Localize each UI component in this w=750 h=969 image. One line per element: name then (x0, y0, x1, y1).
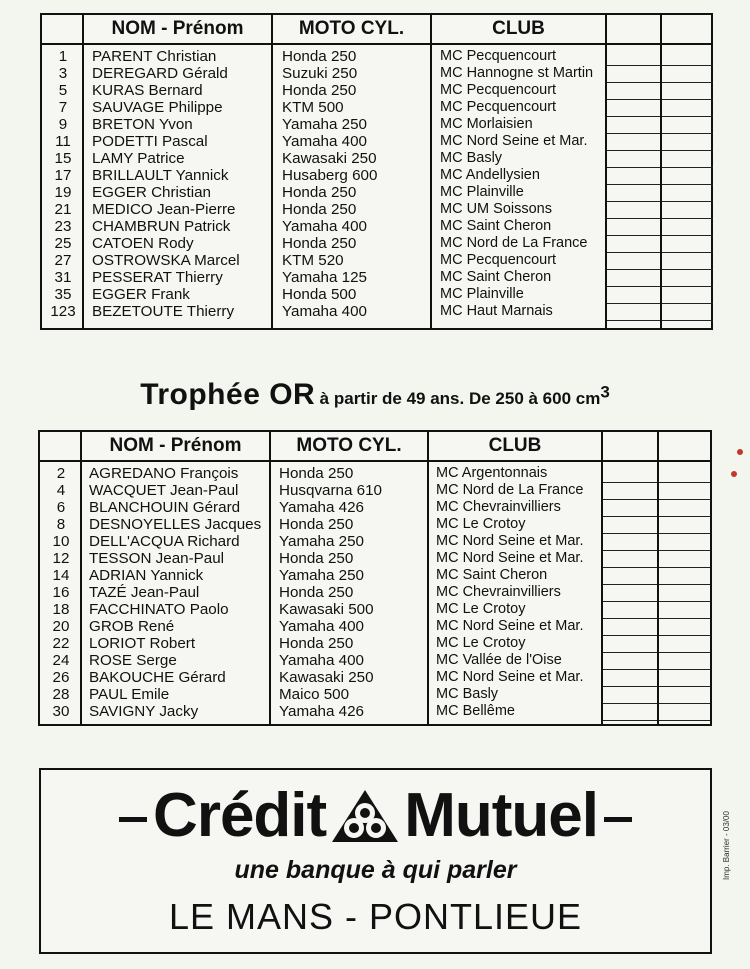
result-box (662, 83, 713, 100)
motorcycle: KTM 520 (282, 252, 344, 269)
result-box (662, 270, 713, 287)
result-box (662, 49, 713, 66)
printer-note: Imp. Barrier - 03/00 (722, 811, 731, 880)
motorcycle: Suzuki 250 (282, 65, 358, 82)
result-box (603, 704, 657, 721)
result-box (603, 636, 657, 653)
row-number: 7 (58, 99, 68, 116)
rider-name: TESSON Jean-Paul (89, 550, 225, 567)
result-box (662, 66, 713, 83)
row-number: 12 (52, 550, 70, 567)
result-box (603, 602, 657, 619)
result-box (662, 168, 713, 185)
result-box (603, 568, 657, 585)
club-name: MC Nord Seine et Mar. (436, 550, 584, 566)
club-name: MC Pecquencourt (440, 82, 557, 98)
trophy-subtitle: à partir de 49 ans. De 250 à 600 cm (319, 389, 601, 408)
result-box (603, 517, 657, 534)
result-box (607, 270, 660, 287)
club-name: MC Le Crotoy (436, 601, 526, 617)
result-box (607, 83, 660, 100)
header-moto: MOTO CYL. (298, 18, 405, 39)
club-name: MC Argentonnais (436, 465, 548, 481)
motorcycle: Honda 250 (282, 235, 357, 252)
rider-name: AGREDANO François (89, 465, 239, 482)
logo-dash-right (604, 817, 632, 822)
club-name: MC Nord Seine et Mar. (436, 669, 584, 685)
result-box (662, 134, 713, 151)
rider-name: EGGER Frank (92, 286, 190, 303)
rider-name: BLANCHOUIN Gérard (89, 499, 241, 516)
row-number: 17 (54, 167, 72, 184)
result-box (662, 185, 713, 202)
result-box (607, 66, 660, 83)
result-box (659, 585, 710, 602)
header-moto: MOTO CYL. (296, 435, 402, 456)
rider-name: TAZÉ Jean-Paul (89, 584, 200, 601)
club-name: MC Vallée de l'Oise (436, 652, 562, 668)
row-number: 27 (54, 252, 72, 269)
location: LE MANS - PONTLIEUE (168, 896, 583, 937)
result-box (662, 151, 713, 168)
result-box (607, 185, 660, 202)
row-number: 23 (54, 218, 72, 235)
motorcycle: Yamaha 400 (282, 303, 367, 320)
rider-name: LAMY Patrice (92, 150, 185, 167)
row-number: 4 (56, 482, 66, 499)
result-box (659, 551, 710, 568)
trophy-heading (0, 378, 750, 412)
result-box (607, 219, 660, 236)
result-box (607, 253, 660, 270)
rider-name: ADRIAN Yannick (89, 567, 204, 584)
club-name: MC Pecquencourt (440, 252, 557, 268)
result-box (603, 670, 657, 687)
result-box (662, 219, 713, 236)
club-name: MC Le Crotoy (436, 516, 526, 532)
rider-name: ROSE Serge (89, 652, 177, 669)
result-box (659, 517, 710, 534)
brand-logo (41, 780, 710, 851)
result-box (662, 100, 713, 117)
row-number: 11 (55, 133, 71, 150)
result-box (659, 568, 710, 585)
header-nom: NOM - Prénom (109, 435, 242, 456)
row-number: 5 (58, 82, 68, 99)
logo-dash-left (119, 817, 147, 822)
rider-name: DESNOYELLES Jacques (89, 516, 262, 533)
club-name: MC Haut Marnais (440, 303, 553, 319)
row-number: 123 (50, 303, 76, 320)
club-name: MC Pecquencourt (440, 99, 557, 115)
table-1 (40, 13, 713, 330)
rider-name: PAUL Emile (89, 686, 170, 703)
result-box (607, 304, 660, 321)
row-number: 1 (58, 48, 68, 65)
club-name: MC Basly (436, 686, 499, 702)
row-number: 15 (54, 150, 72, 167)
row-number: 19 (54, 184, 72, 201)
result-box (659, 534, 710, 551)
result-box (659, 670, 710, 687)
rider-name: BRILLAULT Yannick (92, 167, 229, 184)
result-box (607, 49, 660, 66)
club-name: MC Nord Seine et Mar. (440, 133, 588, 149)
trophy-unit-superscript: 3 (600, 382, 610, 402)
club-name: MC Le Crotoy (436, 635, 526, 651)
credit-mutuel-advert (39, 768, 712, 954)
table-2 (38, 430, 712, 726)
rider-name: MEDICO Jean-Pierre (92, 201, 236, 218)
moto-column (279, 465, 382, 720)
result-box (662, 117, 713, 134)
brand-left: Crédit (153, 781, 327, 850)
result-box (603, 619, 657, 636)
row-number: 3 (58, 65, 68, 82)
motorcycle: Honda 250 (282, 201, 357, 218)
result-box (659, 483, 710, 500)
club-name: MC Saint Cheron (440, 269, 552, 285)
club-column (440, 48, 593, 320)
motorcycle: Honda 250 (279, 516, 354, 533)
result-box (659, 500, 710, 517)
trophy-title: Trophée OR (140, 378, 316, 411)
motorcycle: Kawasaki 500 (279, 601, 374, 618)
credit-mutuel-logo-icon (330, 788, 400, 844)
result-box (607, 117, 660, 134)
rider-name: PESSERAT Thierry (92, 269, 223, 286)
name-column (89, 465, 261, 720)
result-box (607, 168, 660, 185)
rider-name: SAVIGNY Jacky (89, 703, 199, 720)
motorcycle: Honda 250 (279, 584, 354, 601)
motorcycle: Kawasaki 250 (279, 669, 374, 686)
row-number: 16 (52, 584, 70, 601)
moto-column (282, 48, 377, 320)
club-name: MC Pecquencourt (440, 48, 557, 64)
result-box (662, 287, 713, 304)
motorcycle: KTM 500 (282, 99, 344, 116)
rider-name: BRETON Yvon (92, 116, 193, 133)
rider-name: FACCHINATO Paolo (89, 601, 229, 618)
rider-name: KURAS Bernard (92, 82, 203, 99)
motorcycle: Yamaha 400 (279, 618, 364, 635)
name-column (92, 48, 240, 320)
motorcycle: Yamaha 426 (279, 703, 364, 720)
motorcycle: Yamaha 250 (279, 533, 364, 550)
result-box (603, 653, 657, 670)
row-number: 35 (54, 286, 72, 303)
result-box (662, 253, 713, 270)
row-number: 30 (52, 703, 70, 720)
row-number: 25 (54, 235, 72, 252)
rider-name: CATOEN Rody (92, 235, 194, 252)
result-box (603, 687, 657, 704)
row-number: 28 (52, 686, 70, 703)
result-box (603, 466, 657, 483)
rider-name: GROB René (89, 618, 175, 635)
club-name: MC Chevrainvilliers (436, 499, 561, 515)
result-box (659, 602, 710, 619)
result-box (607, 100, 660, 117)
motorcycle: Yamaha 250 (282, 116, 367, 133)
club-name: MC Plainville (440, 184, 524, 200)
row-number: 14 (52, 567, 70, 584)
motorcycle: Honda 250 (282, 48, 357, 65)
row-number: 21 (54, 201, 72, 218)
club-column (436, 465, 583, 720)
motorcycle: Honda 250 (279, 465, 354, 482)
rider-name: SAUVAGE Philippe (92, 99, 223, 116)
club-name: MC Nord de La France (436, 482, 584, 498)
club-name: MC Saint Cheron (436, 567, 548, 583)
club-name: MC Morlaisien (440, 116, 533, 132)
row-number: 2 (56, 465, 66, 482)
result-box (662, 236, 713, 253)
row-number: 10 (52, 533, 70, 550)
row-number: 20 (52, 618, 70, 635)
result-box (659, 687, 710, 704)
rider-name: OSTROWSKA Marcel (92, 252, 240, 269)
club-name: MC Hannogne st Martin (440, 65, 594, 81)
rider-name: PODETTI Pascal (92, 133, 208, 150)
club-name: MC UM Soissons (440, 201, 552, 217)
club-name: MC Saint Cheron (440, 218, 552, 234)
row-number: 8 (56, 516, 66, 533)
result-box (607, 151, 660, 168)
rider-name: WACQUET Jean-Paul (89, 482, 239, 499)
result-box (603, 551, 657, 568)
club-name: MC Andellysien (440, 167, 540, 183)
result-box (662, 304, 713, 321)
header-nom: NOM - Prénom (111, 18, 244, 39)
club-name: MC Bellême (436, 703, 515, 719)
header-club: CLUB (488, 435, 542, 456)
motorcycle: Kawasaki 250 (282, 150, 377, 167)
rider-name: BAKOUCHE Gérard (89, 669, 226, 686)
rider-name: LORIOT Robert (89, 635, 196, 652)
result-box (659, 466, 710, 483)
motorcycle: Honda 500 (282, 286, 357, 303)
result-box (659, 619, 710, 636)
motorcycle: Yamaha 400 (279, 652, 364, 669)
club-name: MC Basly (440, 150, 503, 166)
result-box (603, 534, 657, 551)
result-box (662, 202, 713, 219)
rider-name: DEREGARD Gérald (92, 65, 228, 82)
num-column (40, 465, 82, 720)
motorcycle: Honda 250 (279, 635, 354, 652)
motorcycle: Yamaha 400 (282, 218, 367, 235)
motorcycle: Honda 250 (282, 184, 357, 201)
row-number: 9 (58, 116, 68, 133)
result-box (607, 287, 660, 304)
red-dot (731, 471, 737, 477)
brand-right: Mutuel (404, 781, 598, 850)
result-box (659, 653, 710, 670)
result-box (603, 585, 657, 602)
result-box (603, 483, 657, 500)
rider-name: PARENT Christian (92, 48, 217, 65)
row-number: 31 (54, 269, 72, 286)
motorcycle: Yamaha 400 (282, 133, 367, 150)
rider-name: DELL'ACQUA Richard (89, 533, 240, 550)
rider-name: EGGER Christian (92, 184, 212, 201)
result-box (659, 636, 710, 653)
row-number: 26 (52, 669, 70, 686)
motorcycle: Maico 500 (279, 686, 350, 703)
motorcycle: Honda 250 (279, 550, 354, 567)
result-box (607, 236, 660, 253)
club-name: MC Nord Seine et Mar. (436, 618, 584, 634)
rider-name: BEZETOUTE Thierry (92, 303, 235, 320)
club-name: MC Nord de La France (440, 235, 588, 251)
motorcycle: Yamaha 125 (282, 269, 367, 286)
motorcycle: Yamaha 426 (279, 499, 364, 516)
motorcycle: Honda 250 (282, 82, 357, 99)
header-club: CLUB (492, 18, 545, 39)
club-name: MC Chevrainvilliers (436, 584, 561, 600)
result-box (607, 202, 660, 219)
row-number: 22 (52, 635, 70, 652)
row-number: 24 (52, 652, 70, 669)
result-box (603, 500, 657, 517)
motorcycle: Yamaha 250 (279, 567, 364, 584)
motorcycle: Husaberg 600 (282, 167, 378, 184)
row-number: 6 (56, 499, 66, 516)
motorcycle: Husqvarna 610 (279, 482, 383, 499)
num-column (42, 48, 84, 320)
row-number: 18 (52, 601, 70, 618)
result-box (659, 704, 710, 721)
red-dot (737, 449, 743, 455)
result-box (607, 134, 660, 151)
rider-name: CHAMBRUN Patrick (92, 218, 231, 235)
club-name: MC Plainville (440, 286, 524, 302)
club-name: MC Nord Seine et Mar. (436, 533, 584, 549)
tagline: une banque à qui parler (234, 856, 517, 884)
